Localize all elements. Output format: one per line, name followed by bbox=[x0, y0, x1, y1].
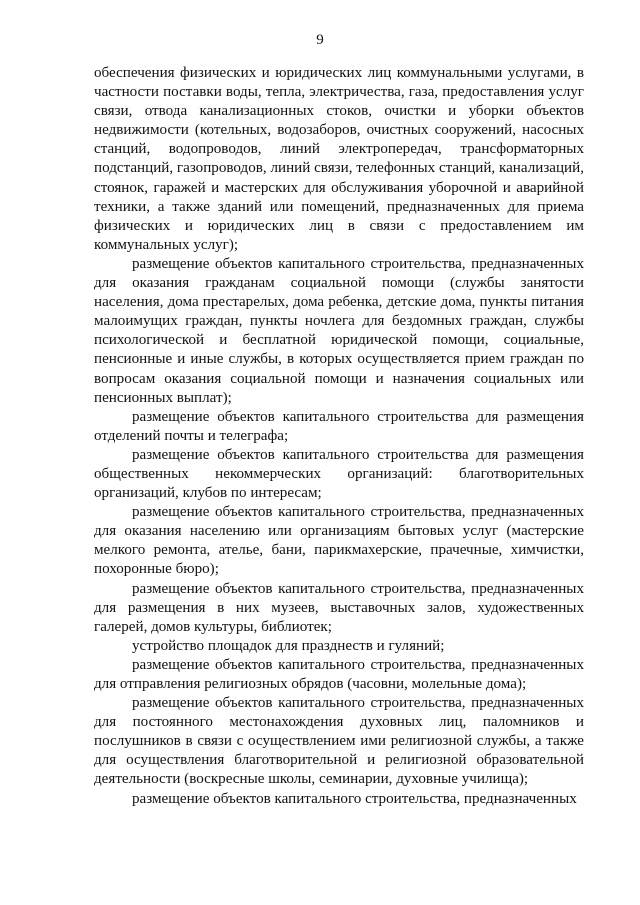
body-text bbox=[94, 64, 584, 809]
paragraph-post-telegraph: размещение объектов капитального строительства для размещения отделений почты и телеграфа; bbox=[94, 408, 584, 444]
paragraph-religious-rites: размещение объектов капитального строительства, предназначенных для отправления религиозных обрядов (часовни, молельные дома); bbox=[94, 656, 584, 692]
paragraph-culture-facilities: размещение объектов капитального строительства, предназначенных для размещения в них музеев, выставочных залов, художественных галерей, домов культуры, библиотек; bbox=[94, 580, 584, 635]
paragraph-clergy-residence: размещение объектов капитального строительства, предназначенных для постоянного местонахождения духовных лиц, паломников и послушников в связи с осуществлением ими религиозной службы, а также для осуществления благотворительной и религиозной образовательной деятельности (воскресные школы, семинарии, духовные училища); bbox=[94, 695, 584, 788]
paragraph-utilities-continuation: обеспечения физических и юридических лиц коммунальными услугами, в частности поставки воды, тепла, электричества, газа, предоставления услуг связи, отвода канализационных стоков, очистки и уборки объектов недвижимости (котельных, водозаборов, очистных сооружений, насосных станций, водопроводов, линий электропередач, трансформаторных подстанций, газопроводов, линий связи, телефонных станций, канализаций, стоянок, гаражей и мастерских для обслуживания уборочной и аварийной техники, а также зданий или помещений, предназначенных для приема физических и юридических лиц в связи с предоставлением им коммунальных услуг); bbox=[94, 65, 584, 253]
paragraph-social-assistance: размещение объектов капитального строительства, предназначенных для оказания гражданам социальной помощи (службы занятости населения, дома престарелых, дома ребенка, детские дома, пункты питания малоимущих граждан, пункты ночлега для бездомных граждан, службы психологической и бесплатной юридической помощи, социальные, пенсионные и иные службы, в которых осуществляется прием граждан по вопросам оказания социальной помощи и назначения социальных или пенсионных выплат); bbox=[94, 255, 584, 406]
page-number: 9 bbox=[316, 32, 324, 48]
paragraph-festival-grounds: устройство площадок для празднеств и гуляний; bbox=[132, 637, 445, 654]
paragraph-continued-next-page: размещение объектов капитального строительства, предназначенных bbox=[132, 790, 577, 807]
paragraph-nonprofit-organizations: размещение объектов капитального строительства для размещения общественных некоммерческих организаций: благотворительных организаций, клубов по интересам; bbox=[94, 446, 584, 502]
paragraph-consumer-services: размещение объектов капитального строительства, предназначенных для оказания населению или организациям бытовых услуг (мастерские мелкого ремонта, ателье, бани, парикмахерские, прачечные, химчистки, похоронные бюро); bbox=[94, 504, 584, 578]
